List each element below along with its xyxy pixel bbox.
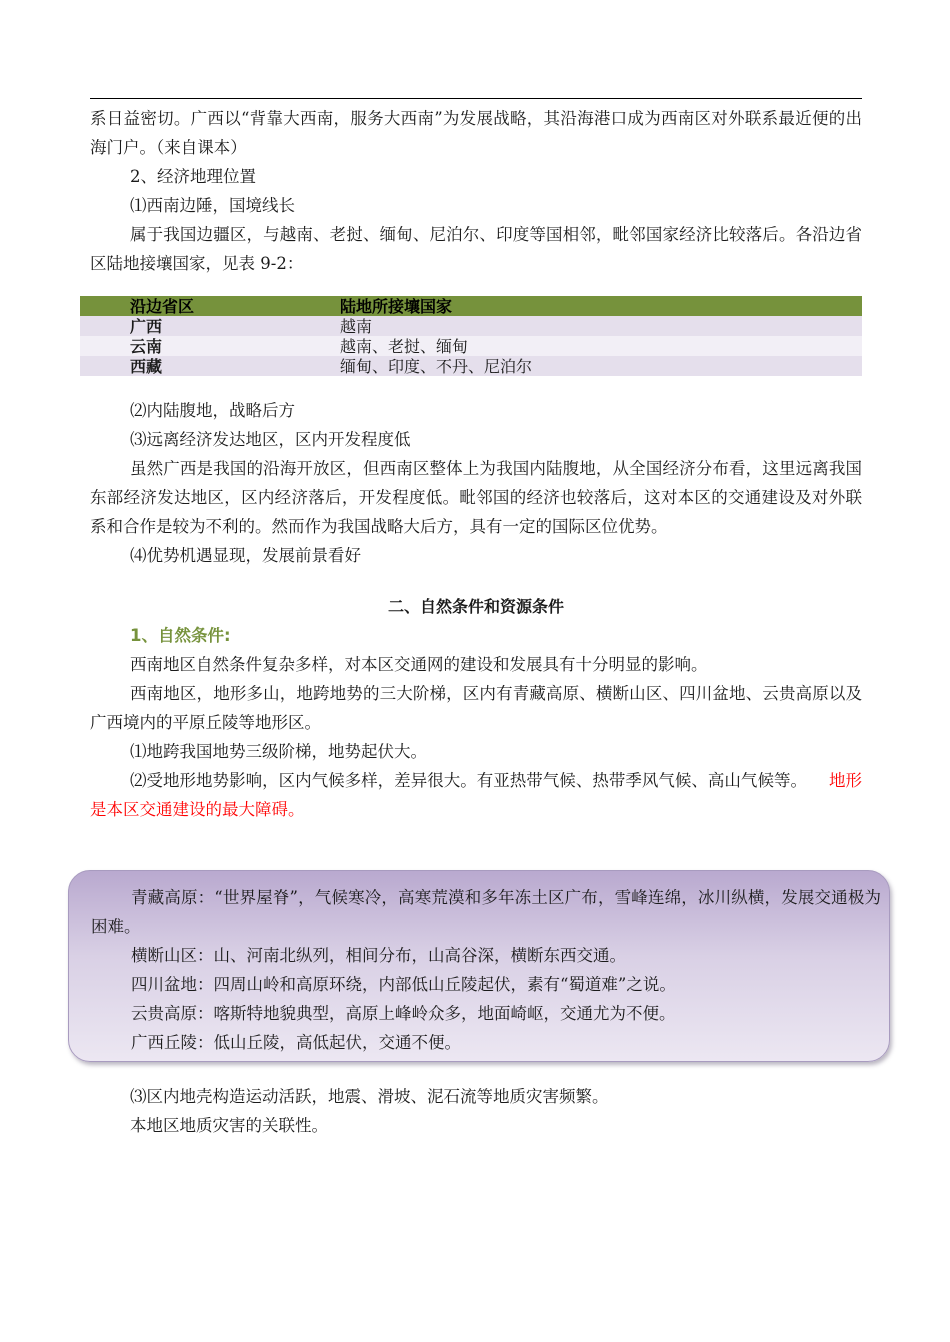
border-paragraph: 属于我国边疆区，与越南、老挝、缅甸、尼泊尔、印度等国相邻，毗邻国家经济比较落后。各沿边省区陆地接壤国家，见表 9-2： [90, 225, 862, 273]
closing-paragraph: 本地区地质灾害的关联性。 [130, 1116, 328, 1135]
callout-line: 广西丘陵：低山丘陵，高低起伏，交通不便。 [131, 1033, 461, 1052]
document-body [90, 104, 862, 824]
callout-content [91, 883, 881, 1057]
table-cell-countries: 越南、老挝、缅甸 [300, 336, 862, 356]
intro-paragraph: 系日益密切。广西以“背靠大西南，服务大西南”为发展战略，其沿海港口成为西南区对外联系最近便的出海门户。（来自课本） [90, 109, 862, 157]
table-cell-province: 广西 [80, 316, 300, 336]
callout-line: 横断山区：山、河南北纵列，相间分布，山高谷深，横断东西交通。 [131, 946, 626, 965]
table-header-countries: 陆地所接壤国家 [300, 296, 862, 316]
natural-item-1: ⑴地跨我国地势三级阶梯，地势起伏大。 [130, 742, 427, 761]
list-item-4: ⑷优势机遇显现，发展前景看好 [130, 546, 361, 565]
table-header-province: 沿边省区 [80, 296, 300, 316]
table-cell-countries: 越南 [300, 316, 862, 336]
table-cell-province: 西藏 [80, 356, 300, 376]
sub-title-natural-conditions: 1、自然条件: [130, 626, 231, 645]
natural-item-2-text: ⑵受地形地势影响，区内气候多样，差异很大。有亚热带气候、热带季风气候、高山气候等。 [130, 771, 807, 790]
natural-paragraph-1: 西南地区自然条件复杂多样，对本区交通网的建设和发展具有十分明显的影响。 [130, 655, 708, 674]
table-cell-countries: 缅甸、印度、不丹、尼泊尔 [300, 356, 862, 376]
callout-line: 青藏高原：“世界屋脊”，气候寒冷，高寒荒漠和多年冻土区广布，雪峰连绵，冰川纵横，发展交通极为困难。 [91, 888, 881, 936]
list-item-3: ⑶远离经济发达地区，区内开发程度低 [130, 430, 411, 449]
table-row [80, 356, 862, 376]
callout-line: 四川盆地：四周山岭和高原环绕，内部低山丘陵起伏，素有“蜀道难”之说。 [131, 975, 676, 994]
terrain-callout-box [68, 870, 890, 1062]
list-item-1: ⑴西南边陲，国境线长 [130, 196, 295, 215]
table-row [80, 316, 862, 336]
closing-item-3: ⑶区内地壳构造运动活跃，地震、滑坡、泥石流等地质灾害频繁。 [130, 1087, 609, 1106]
closing-section [90, 1082, 862, 1140]
table-header-row [80, 296, 862, 316]
heading-economic-location: 2、经济地理位置 [130, 167, 256, 186]
natural-paragraph-2: 西南地区，地形多山，地跨地势的三大阶梯，区内有青藏高原、横断山区、四川盆地、云贵高原以及广西境内的平原丘陵等地形区。 [90, 684, 862, 732]
highlight-text: 地形是本区交通建设的最大障碍。 [90, 771, 863, 819]
economy-paragraph: 虽然广西是我国的沿海开放区，但西南区整体上为我国内陆腹地，从全国经济分布看，这里远离我国东部经济发达地区，区内经济落后，开发程度低。毗邻国的经济也较落后，这对本区的交通建设及对外联系和合作是较为不利的。然而作为我国战略大后方，具有一定的国际区位优势。 [90, 459, 862, 536]
callout-line: 云贵高原：喀斯特地貌典型，高原上峰岭众多，地面崎岖，交通尤为不便。 [131, 1004, 676, 1023]
table-cell-province: 云南 [80, 336, 300, 356]
border-countries-table [80, 296, 862, 376]
table-row [80, 336, 862, 356]
natural-item-2 [90, 766, 862, 824]
header-rule [90, 98, 862, 99]
section-title: 二、自然条件和资源条件 [387, 597, 564, 616]
list-item-2: ⑵内陆腹地，战略后方 [130, 401, 295, 420]
